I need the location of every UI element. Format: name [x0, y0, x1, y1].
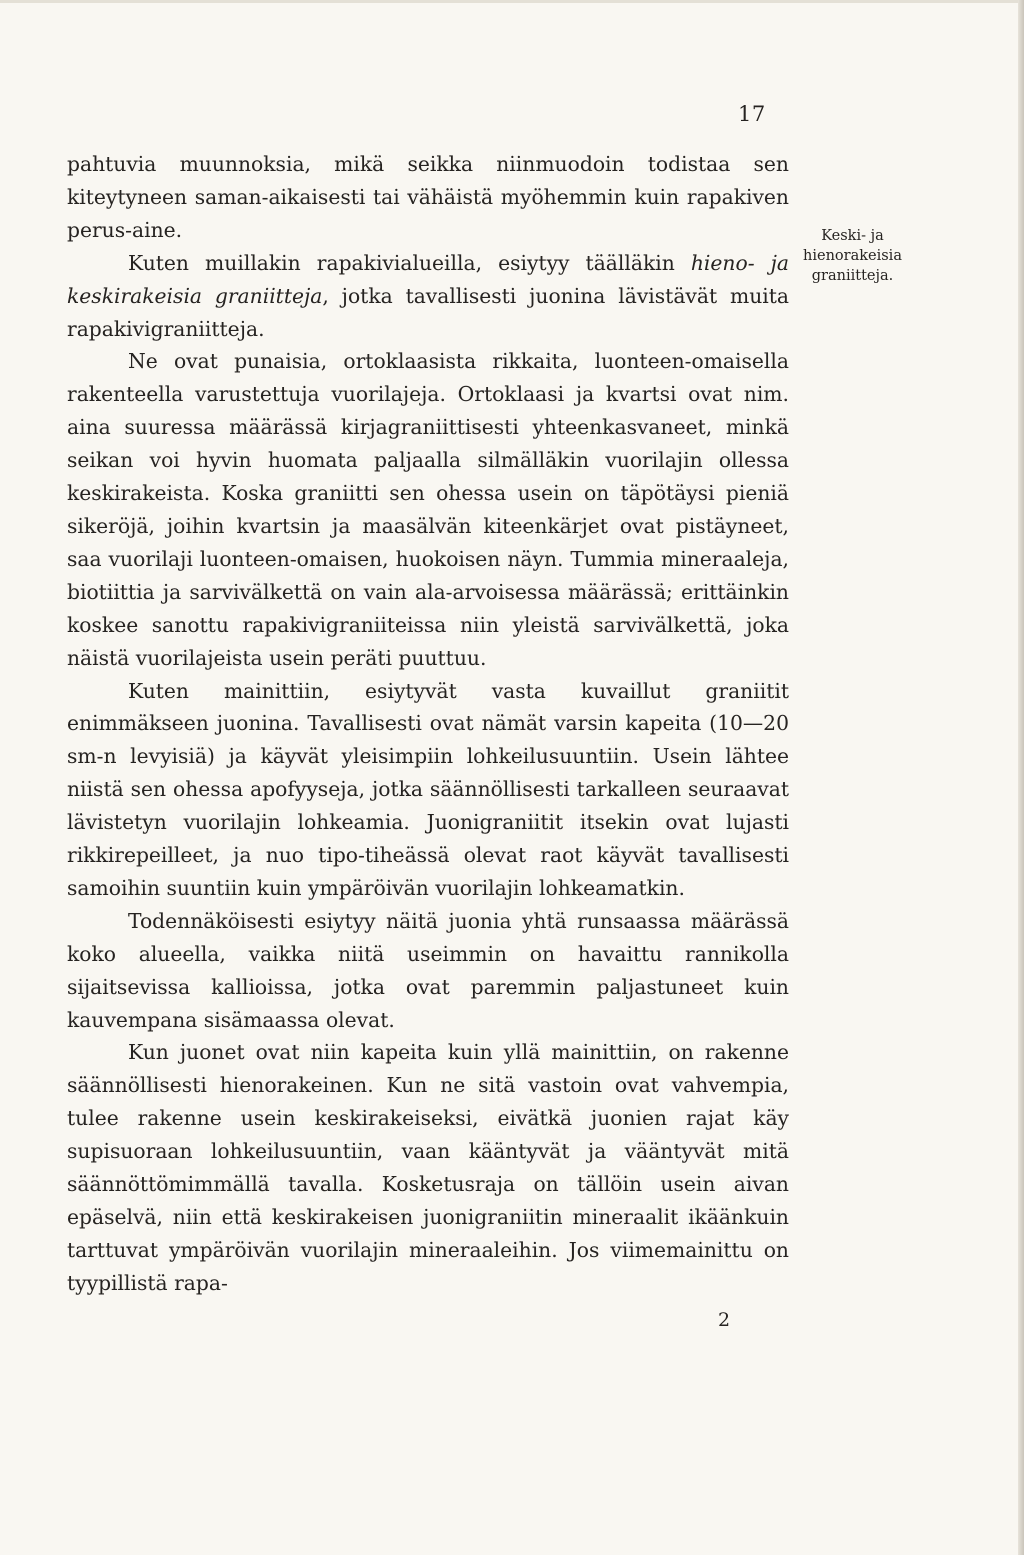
margin-note-line: graniitteja. — [811, 268, 894, 284]
page-top-edge — [0, 0, 1024, 3]
paragraph: Kun juonet ovat niin kapeita kuin yllä mainittiin, on rakenne säännöllisesti hienorakeinen. Kun ne sitä vastoin ovat vahvempia, tulee rakenne usein keskirakeiseksi, eivätkä juonien rajat käy supisuoraan lohkeilusuuntiin, vaan kääntyvät ja vääntyvät mitä säännöttömimmällä tavalla. Kosketusraja on tällöin usein aivan epäselvä, niin että keskirakeisen juonigraniitin mineraalit ikäänkuin tarttuvat ympäröivän vuorilajin mineraaleihin. Jos viimemainittu on tyypillistä rapa- — [67, 1040, 789, 1295]
paragraph: Ne ovat punaisia, ortoklaasista rikkaita, luonteen-omaisella rakenteella varustettuja vuorilajeja. Ortoklaasi ja kvartsi ovat nim. aina suuressa määrässä kirjagraniittisesti yhteenkasvaneet, minkä seikan voi hyvin huomata paljaalla silmälläkin vuorilajin ollessa keskirakeista. Koska graniitti sen ohessa usein on täpötäysi pieniä sikeröjä, joihin kvartsin ja maasälvän kiteenkärjet ovat pistäyneet, saa vuorilaji luonteen-omaisen, huokoisen näyn. Tummia mineraaleja, biotiittia ja sarvivälkettä on vain ala-arvoisessa määrässä; erittäinkin koskee sanottu rapakivigraniiteissa niin yleistä sarvivälkettä, joka näistä vuorilajeista usein peräti puuttuu. — [67, 349, 789, 670]
paragraph-text: , jotka tavallisesti juonina lävistävät muita rapakivigraniitteja. — [67, 283, 789, 341]
margin-note-line: Keski- ja — [821, 228, 884, 244]
paragraph — [67, 247, 789, 346]
paragraph: pahtuvia muunnoksia, mikä seikka niinmuodoin todistaa sen kiteytyneen saman-aikaisesti tai vähäistä myöhemmin kuin rapakiven perus-aine. — [67, 152, 789, 242]
paragraph: Todennäköisesti esiytyy näitä juonia yhtä runsaassa määrässä koko alueella, vaikka niitä useimmin on havaittu rannikolla sijaitsevissa kallioissa, jotka ovat paremmin paljastuneet kuin kauvempana sisämaassa olevat. — [67, 908, 789, 1032]
page-right-edge — [1018, 0, 1024, 1555]
margin-note — [790, 226, 915, 286]
paragraph: Kuten mainittiin, esiytyvät vasta kuvaillut graniitit enimmäkseen juonina. Tavallisesti ovat nämät varsin kapeita (10—20 sm-n levyisiä) ja käyvät yleisimpiin lohkeilusuuntiin. Usein lähtee niistä sen ohessa apofyyseja, jotka säännöllisesti tarkalleen seuraavat lävistetyn vuorilajin lohkeamia. Juonigraniitit itsekin ovat lujasti rikkirepeilleet, ja nuo tipo-tiheässä olevat raot käyvät tavallisesti samoihin suuntiin kuin ympäröivän vuorilajin lohkeamatkin. — [67, 678, 789, 900]
page-number: 17 — [738, 102, 766, 126]
italic-term: hieno- ja keskirakeisia graniitteja — [67, 250, 789, 308]
paragraph-text: Kuten muillakin rapakivialueilla, esiytyy täälläkin — [128, 250, 691, 275]
margin-note-line: hienorakeisia — [803, 248, 902, 264]
signature-mark: 2 — [718, 1309, 731, 1331]
body-text — [67, 148, 789, 1300]
